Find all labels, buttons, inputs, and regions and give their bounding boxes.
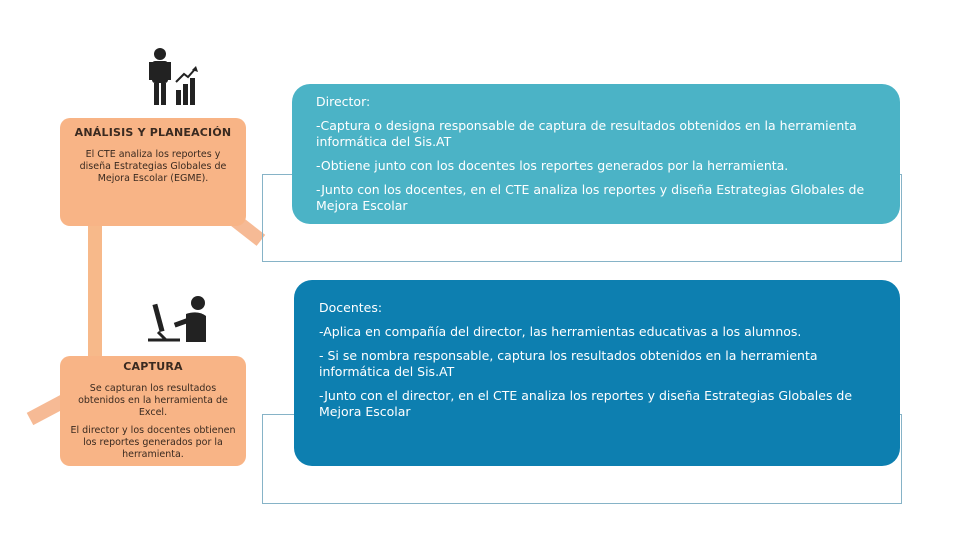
docentes-heading: Docentes: [319,300,383,315]
capture-card-body-2: El director y los docentes obtienen los reportes generados por la herramienta. [70,425,236,460]
presenter-chart-icon [146,46,202,108]
director-item-3: -Junto con los docentes, en el CTE analiza los reportes y diseña Estrategias Globales de Mejora Escolar [316,182,865,213]
capture-card [60,356,246,466]
director-heading: Director: [316,94,371,109]
director-panel [292,84,900,224]
docentes-item-1: -Aplica en compañía del director, las herramientas educativas a los alumnos. [319,324,802,339]
docentes-item-3: -Junto con el director, en el CTE analiza los reportes y diseña Estrategias Globales de Mejora Escolar [319,388,853,419]
director-item-2: -Obtiene junto con los docentes los reportes generados por la herramienta. [316,158,789,173]
director-item-1: -Captura o designa responsable de captura de resultados obtenidos en la herramienta informática del Sis.AT [316,118,857,149]
docentes-item-2: - Si se nombra responsable, captura los resultados obtenidos en la herramienta informática del Sis.AT [319,348,818,379]
vertical-connector [88,225,102,360]
capture-card-title: CAPTURA [123,360,183,373]
docentes-panel [294,280,900,466]
capture-card-body-1: Se capturan los resultados obtenidos en la herramienta de Excel. [78,383,228,418]
analysis-card-body: El CTE analiza los reportes y diseña Estrategias Globales de Mejora Escolar (EGME). [79,149,227,184]
analysis-planning-card [60,118,246,226]
person-computer-icon [146,294,212,344]
analysis-card-title: ANÁLISIS Y PLANEACIÓN [74,126,232,139]
